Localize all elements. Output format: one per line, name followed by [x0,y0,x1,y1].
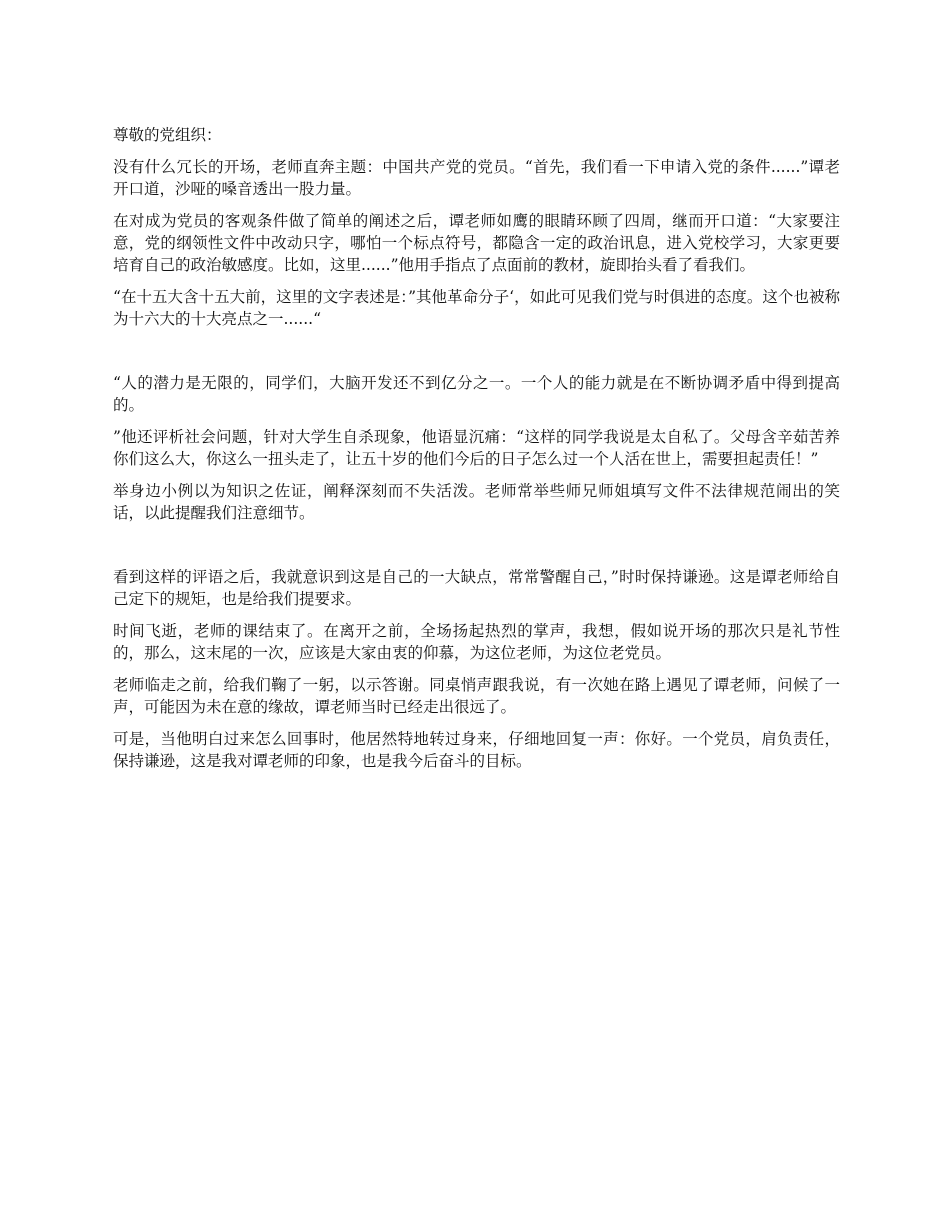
section-gap [113,534,840,566]
salutation: 尊敬的党组织： [113,126,222,144]
document-body [113,124,840,782]
paragraph-human-potential: “人的潜力是无限的，同学们，大脑开发还不到亿分之一。一个人的能力就是在不断协调矛盾中得到提高的。 [113,374,840,414]
paragraph-sixteenth-congress: “在十五大含十五大前，这里的文字表述是：”其他革命分子‘，如此可见我们党与时俱进的态度。这个也被称为十六大的十大亮点之一......“ [113,288,840,328]
paragraph-modesty: 看到这样的评语之后，我就意识到这是自己的一大缺点，常常警醒自己，”时时保持谦逊。这是谭老师给自己定下的规矩，也是给我们提要求。 [113,568,840,608]
paragraph-social-issues: ”他还评析社会问题，针对大学生自杀现象，他语显沉痛：“这样的同学我说是太自私了。父母含辛茹苦养你们这么大，你这么一扭头走了，让五十岁的他们今后的日子怎么过一个人活在世上，需要担起责任！” [113,428,840,468]
paragraph-applause: 时间飞逝，老师的课结束了。在离开之前，全场扬起热烈的掌声，我想，假如说开场的那次只是礼节性的，那么，这末尾的一次，应该是大家由衷的仰慕，为这位老师，为这位老党员。 [113,622,840,662]
paragraph-bow: 老师临走之前，给我们鞠了一躬，以示答谢。同桌悄声跟我说，有一次她在路上遇见了谭老师，问候了一声，可能因为未在意的缘故，谭老师当时已经走出很远了。 [113,676,840,716]
paragraph-opening: 没有什么冗长的开场，老师直奔主题：中国共产党的党员。“首先，我们看一下申请入党的条件......”谭老开口道，沙哑的嗓音透出一股力量。 [113,158,840,198]
paragraph-objective-conditions: 在对成为党员的客观条件做了简单的阐述之后，谭老师如鹰的眼睛环顾了四周，继而开口道：“大家要注意，党的纲领性文件中改动只字，哪怕一个标点符号，都隐含一定的政治讯息，进入党校学习，大家更要培育自己的政治敏感度。比如，这里......”他用手指点了点面前的教材，旋即抬头看了看我们。 [113,212,840,274]
section-gap [113,340,840,372]
paragraph-conclusion: 可是，当他明白过来怎么回事时，他居然特地转过身来，仔细地回复一声：你好。一个党员，肩负责任，保持谦逊，这是我对谭老师的印象，也是我今后奋斗的目标。 [113,730,840,770]
paragraph-examples: 举身边小例以为知识之佐证，阐释深刻而不失活泼。老师常举些师兄师姐填写文件不法律规范闹出的笑话，以此提醒我们注意细节。 [113,482,840,522]
